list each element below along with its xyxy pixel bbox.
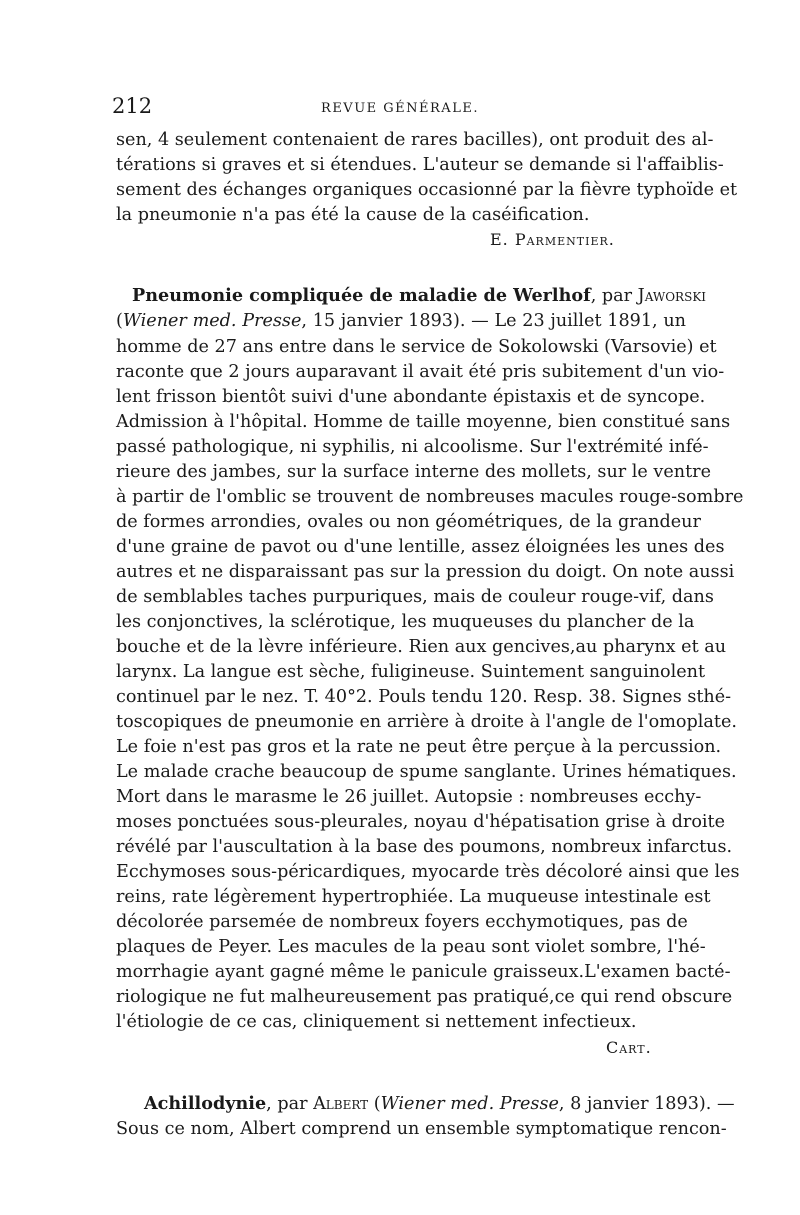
article-author: Albert [313, 1094, 369, 1114]
text-line: larynx. La langue est sèche, fuligineuse. Suintement sanguinolent [116, 662, 706, 682]
text-line: la pneumonie n'a pas été la cause de la caséification. [116, 205, 590, 225]
reference-text: , 8 janvier 1893). — [558, 1094, 735, 1114]
journal-name: Wiener med. Presse [380, 1094, 559, 1114]
text-line: sement des échanges organiques occasionné par la fièvre typhoïde et [116, 180, 738, 200]
page-number: 212 [112, 94, 153, 118]
journal-name: Wiener med. Presse [122, 311, 302, 331]
text-line: Le malade crache beaucoup de spume sanglante. Urines hématiques. [116, 762, 737, 782]
running-title: REVUE GÉNÉRALE. [321, 101, 479, 116]
signature: Cart. [606, 1038, 652, 1057]
text-line: bouche et de la lèvre inférieure. Rien aux gencives,au pharynx et au [116, 637, 727, 657]
ref-open: ( [116, 311, 123, 331]
text-line: raconte que 2 jours auparavant il avait été pris subitement d'un vio- [116, 362, 725, 382]
text-line: riologique ne fut malheureusement pas pratiqué,ce qui rend obscure [116, 987, 733, 1007]
text-line: Le foie n'est pas gros et la rate ne peut être perçue à la percussion. [116, 737, 722, 757]
reference-line [116, 309, 686, 333]
text-line: lent frisson bientôt suivi d'une abondante épistaxis et de syncope. [116, 387, 706, 407]
text-line: passé pathologique, ni syphilis, ni alcoolisme. Sur l'extrémité infé- [116, 437, 709, 457]
text-line: rieure des jambes, sur la surface interne des mollets, sur le ventre [116, 462, 711, 482]
text-line: térations si graves et si étendues. L'auteur se demande si l'affaiblis- [116, 155, 724, 175]
text-line: de formes arrondies, ovales ou non géométriques, de la grandeur [116, 512, 701, 532]
ref-open: ( [368, 1094, 381, 1114]
text-line: Admission à l'hôpital. Homme de taille moyenne, bien constitué sans [116, 412, 731, 432]
text-line: Sous ce nom, Albert comprend un ensemble symptomatique rencon- [116, 1119, 727, 1139]
text-line: continuel par le nez. T. 40°2. Pouls tendu 120. Resp. 38. Signes sthé- [116, 687, 732, 707]
text-line: sen, 4 seulement contenaient de rares bacilles), ont produit des al- [116, 130, 714, 150]
text-line: décolorée parsemée de nombreux foyers ecchymotiques, pas de [116, 912, 688, 932]
reference-text: , 15 janvier 1893). — Le 23 juillet 1891, un [301, 311, 687, 331]
text-line: les conjonctives, la sclérotique, les muqueuses du plancher de la [116, 612, 695, 632]
text-line: autres et ne disparaissant pas sur la pression du doigt. On note aussi [116, 562, 735, 582]
text-line: révélé par l'auscultation à la base des poumons, nombreux infarctus. [116, 837, 733, 857]
text-line: Ecchymoses sous-péricardiques, myocarde très décoloré ainsi que les [116, 862, 740, 882]
by-text: , par [266, 1094, 314, 1114]
by-text: , par [590, 286, 638, 306]
article-title: Pneumonie compliquée de maladie de Werlhof [132, 285, 591, 306]
signature: E. Parmentier. [490, 230, 615, 249]
text-line: d'une graine de pavot ou d'une lentille, assez éloignées les unes des [116, 537, 725, 557]
text-line: moses ponctuées sous-pleurales, noyau d'hépatisation grise à droite [116, 812, 726, 832]
text-line: plaques de Peyer. Les macules de la peau sont violet sombre, l'hé- [116, 937, 706, 957]
text-line: à partir de l'omblic se trouvent de nombreuses macules rouge-sombre [116, 487, 744, 507]
text-line: l'étiologie de ce cas, cliniquement si nettement infectieux. [116, 1012, 637, 1032]
article-heading-line [116, 284, 707, 308]
text-line: Mort dans le marasme le 26 juillet. Autopsie : nombreuses ecchy- [116, 787, 702, 807]
text-line: de semblables taches purpuriques, mais de couleur rouge-vif, dans [116, 587, 714, 607]
text-line: reins, rate légèrement hypertrophiée. La muqueuse intestinale est [116, 887, 711, 907]
article-heading-line [116, 1092, 735, 1116]
text-line: homme de 27 ans entre dans le service de Sokolowski (Varsovie) et [116, 337, 717, 357]
text-line: toscopiques de pneumonie en arrière à droite à l'angle de l'omoplate. [116, 712, 737, 732]
article-author: Jaworski [637, 286, 707, 306]
article-title: Achillodynie [144, 1093, 267, 1114]
text-line: morrhagie ayant gagné même le panicule graisseux.L'examen bacté- [116, 962, 731, 982]
